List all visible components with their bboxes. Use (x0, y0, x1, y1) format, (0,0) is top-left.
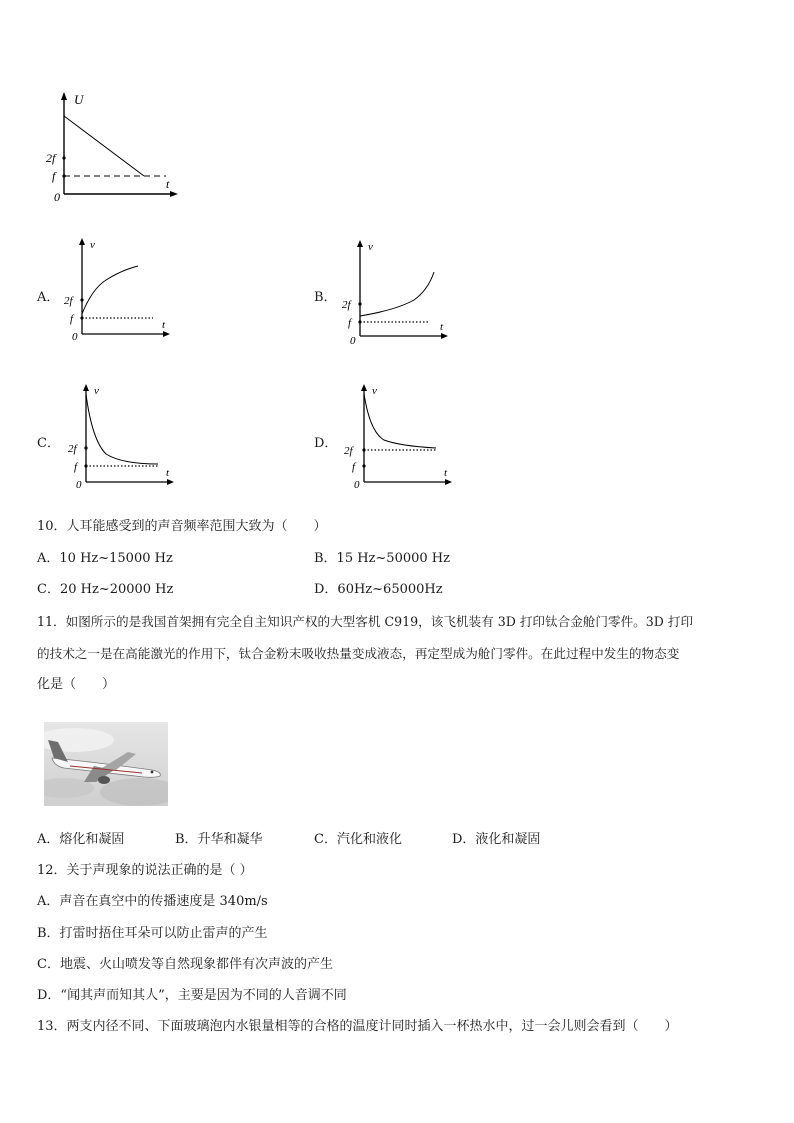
tick-2f-label: 2f (64, 295, 73, 307)
tick-2f-label: 2f (342, 299, 351, 311)
q10-option-a[interactable]: A．10 Hz~15000 Hz (37, 551, 173, 566)
origin-label: 0 (350, 335, 356, 346)
tick-2f-label: 2f (344, 445, 353, 457)
q12-stem: 12．关于声现象的说法正确的是（ ） (37, 863, 253, 878)
tick-f-label: f (70, 313, 74, 325)
q10-option-d[interactable]: D．60Hz~65000Hz (314, 582, 443, 597)
tick-f-label: f (52, 169, 56, 183)
q11-option-a[interactable]: A．熔化和凝固 (37, 832, 125, 847)
tick-f-label: f (348, 317, 352, 329)
origin-label: 0 (76, 479, 82, 491)
tick-2f-label: 2f (46, 151, 56, 165)
decreasing-line (64, 116, 144, 176)
q12-option-b[interactable]: B．打雷时捂住耳朵可以防止雷声的产生 (37, 926, 268, 941)
option-c-letter[interactable]: C． (37, 436, 60, 451)
x-axis-label: t (444, 467, 448, 479)
option-b-graph[interactable] (336, 236, 456, 346)
top-u-t-graph (40, 88, 190, 208)
q10-option-b[interactable]: B．15 Hz~50000 Hz (314, 551, 450, 566)
origin-label: 0 (354, 479, 360, 491)
option-a-letter[interactable]: A． (37, 290, 60, 305)
option-b-letter[interactable]: B． (314, 290, 337, 305)
option-a-graph[interactable] (58, 234, 178, 344)
v-t-curve (86, 394, 158, 464)
x-axis-label: t (166, 467, 170, 479)
q11-stem-line2: 的技术之一是在高能激光的作用下，钛合金粉末吸收热量变成液态，再定型成为舱门零件。在此过程中发生的物态变 (37, 646, 680, 661)
c919-airplane-image (44, 722, 168, 806)
origin-label: 0 (72, 331, 78, 343)
x-axis-label: t (440, 321, 444, 333)
y-axis-label: U (74, 92, 84, 107)
y-axis-label: v (372, 385, 377, 397)
y-axis-label: v (368, 241, 373, 253)
y-axis-arrow (61, 92, 67, 100)
option-d-letter[interactable]: D． (314, 436, 338, 451)
q11-stem-line3: 化是（ ） (37, 677, 116, 692)
q11-stem-line1: 11．如图所示的是我国首架拥有完全自主知识产权的大型客机 C919，该飞机装有 3D 打印钛合金舱门零件。3D 打印 (37, 614, 694, 629)
v-t-curve (364, 394, 436, 448)
q13-stem: 13．两支内径不同、下面玻璃泡内水银量相等的合格的温度计同时插入一杯热水中，过一会儿则会看到（ ） (37, 1019, 678, 1034)
q10-option-c[interactable]: C．20 Hz~20000 Hz (37, 582, 174, 597)
origin-label: 0 (54, 190, 60, 204)
tick-f-label: f (352, 461, 356, 473)
v-t-curve (82, 266, 138, 314)
x-axis-label: t (166, 177, 170, 191)
tick-2f-label: 2f (68, 443, 77, 455)
q12-option-a[interactable]: A．声音在真空中的传播速度是 340m/s (37, 894, 268, 909)
q11-option-b[interactable]: B．升华和凝华 (175, 832, 263, 847)
q11-option-c[interactable]: C．汽化和液化 (314, 832, 402, 847)
option-c-graph[interactable] (62, 380, 182, 492)
tick-f-label: f (74, 461, 78, 473)
x-axis-label: t (162, 319, 166, 331)
q12-option-d[interactable]: D．“闻其声而知其人”，主要是因为不同的人音调不同 (37, 988, 347, 1003)
v-t-curve (360, 272, 434, 316)
option-d-graph[interactable] (340, 380, 460, 492)
q10-stem: 10．人耳能感受到的声音频率范围大致为（ ） (37, 519, 327, 534)
y-axis-label: v (94, 385, 99, 397)
q12-option-c[interactable]: C．地震、火山喷发等自然现象都伴有次声波的产生 (37, 957, 333, 972)
y-axis-label: v (90, 239, 95, 251)
q11-option-d[interactable]: D．液化和凝固 (452, 832, 541, 847)
x-axis-arrow (170, 191, 178, 197)
